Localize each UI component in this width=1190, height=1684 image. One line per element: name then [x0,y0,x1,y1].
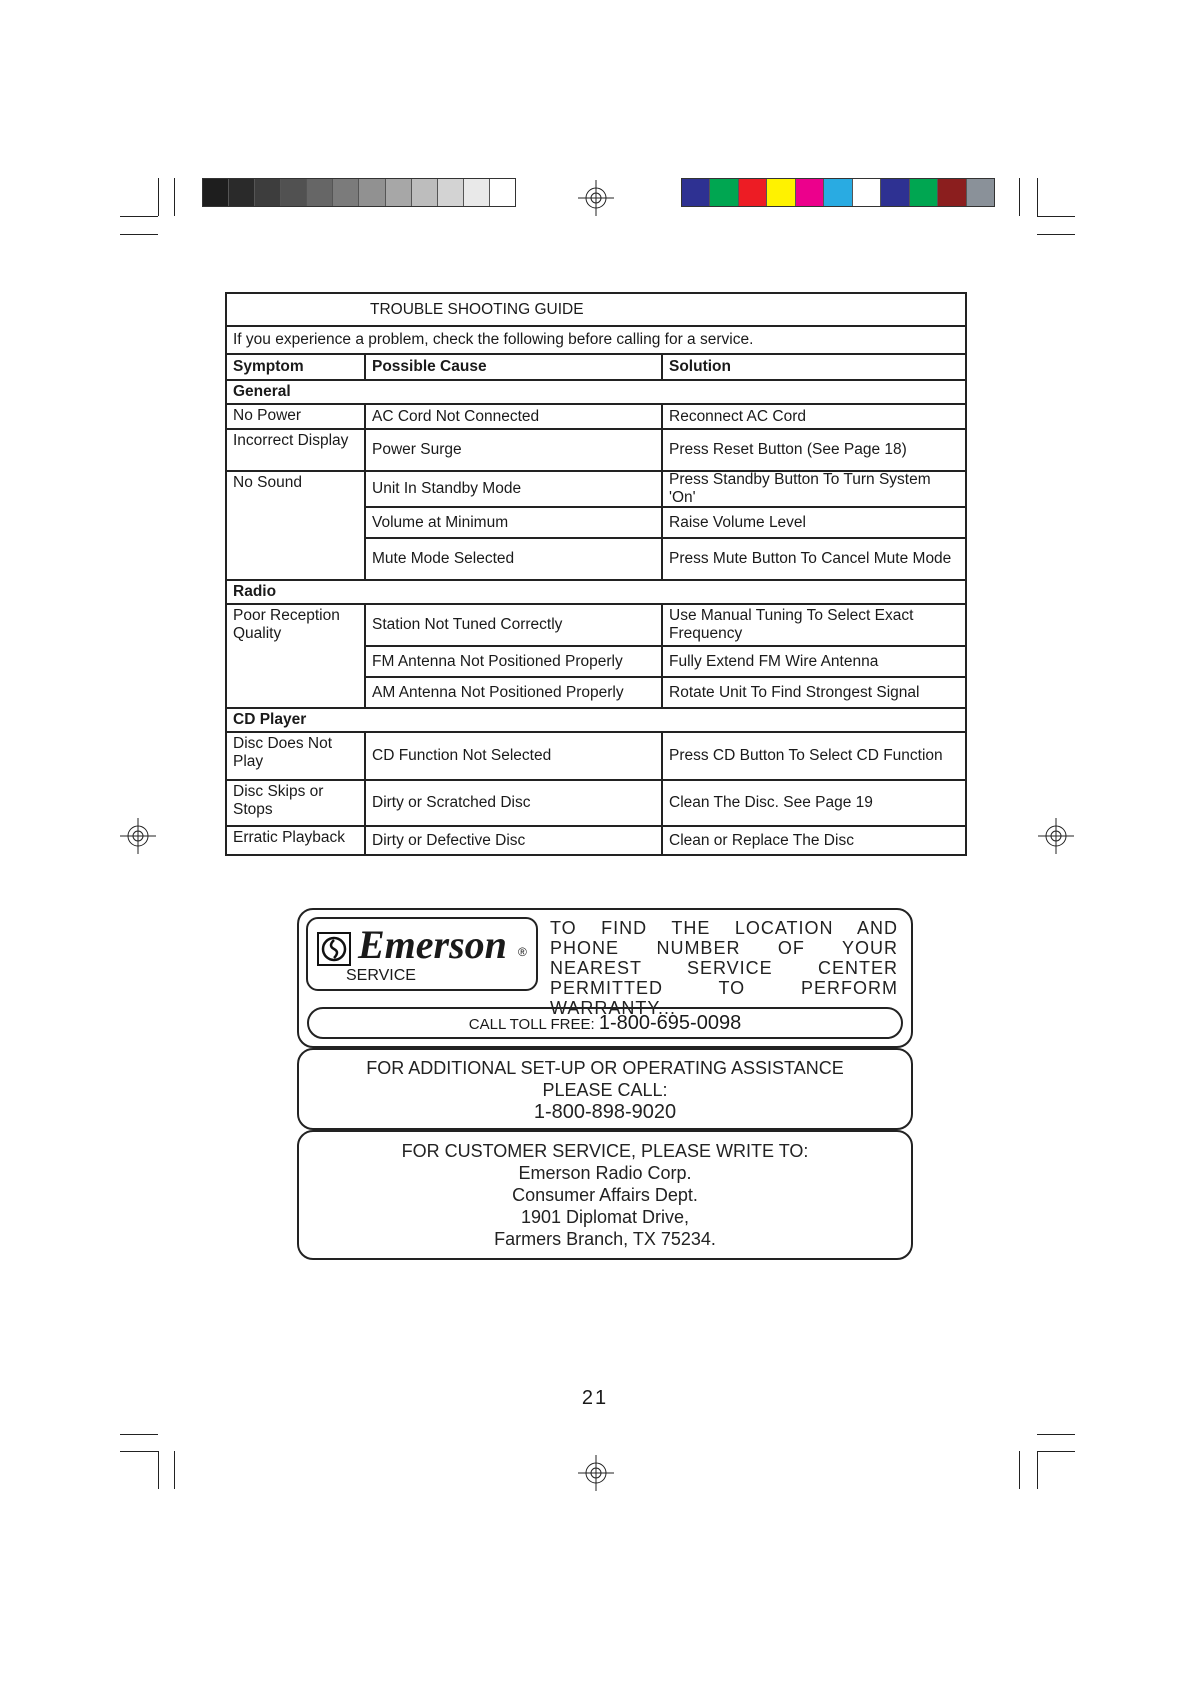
cause-cell: Unit In Standby Mode [366,472,663,506]
table-row [227,470,965,579]
section-title: General [233,383,291,400]
emerson-emblem-icon [317,932,351,966]
calibration-swatch [739,179,767,206]
solution-cell: Press Reset Button (See Page 18) [669,441,907,458]
table-row [227,403,965,428]
address-line: Emerson Radio Corp. [518,1163,692,1183]
solution-cell: Use Manual Tuning To Select Exact Frequency [669,607,914,642]
symptom-cell: No Power [227,405,366,428]
calibration-swatch [910,179,938,206]
calibration-swatch [438,179,464,206]
solution-cell: Fully Extend FM Wire Antenna [669,652,879,670]
calibration-swatch [386,179,412,206]
calibration-swatch [767,179,795,206]
calibration-swatch [359,179,385,206]
solution-cell: Raise Volume Level [669,513,806,531]
assist-line-2: PLEASE CALL: [542,1080,668,1100]
solution-cell: Press Mute Button To Cancel Mute Mode [669,550,952,567]
table-intro: If you experience a problem, check the following before calling for a service. [233,331,754,348]
crop-mark [120,1451,158,1452]
color-calibration-strip [681,178,995,207]
cause-cell: Station Not Tuned Correctly [366,605,663,645]
calibration-swatch [710,179,738,206]
symptom-cell: Incorrect Display [227,430,366,470]
symptom-cell: Erratic Playback [227,827,366,854]
address-line: Farmers Branch, TX 75234. [494,1229,716,1249]
calibration-swatch [307,179,333,206]
symptom-cell: Disc Does Not Play [227,733,366,779]
crop-mark [158,178,159,216]
cause-cell: Dirty or Defective Disc [366,827,663,854]
registration-mark-icon [578,1455,614,1491]
calibration-swatch [490,179,515,206]
solution-cell: Press Standby Button To Turn System 'On' [669,471,931,506]
emerson-service-logo [306,917,538,991]
header-cause: Possible Cause [366,355,663,379]
solution-cell: Press CD Button To Select CD Function [669,747,943,764]
brand-sub: SERVICE [346,967,416,984]
crop-mark [1019,178,1020,216]
table-row [227,428,965,470]
calibration-swatch [333,179,359,206]
calibration-swatch [203,179,229,206]
registration-mark-icon [1038,818,1074,854]
crop-mark [1037,234,1075,235]
calibration-swatch [255,179,281,206]
section-title: CD Player [233,711,307,728]
page-number: 21 [581,1387,609,1409]
calibration-swatch [229,179,255,206]
calibration-swatch [464,179,490,206]
solution-cell: Clean or Replace The Disc [669,831,854,849]
registration-mark-icon [578,180,614,216]
crop-mark [158,1451,159,1489]
customer-service-box [297,1130,913,1260]
address-line: 1901 Diplomat Drive, [520,1207,690,1227]
calibration-swatch [967,179,994,206]
brand-name: Emerson [358,922,507,967]
solution-cell: Reconnect AC Cord [669,407,806,425]
cause-cell: Dirty or Scratched Disc [366,781,663,825]
write-heading: FOR CUSTOMER SERVICE, PLEASE WRITE TO: [401,1141,809,1161]
section-header-row [227,579,965,603]
solution-cell: Clean The Disc. See Page 19 [669,794,873,811]
cause-cell: Mute Mode Selected [366,539,663,579]
calibration-swatch [824,179,852,206]
cause-cell: FM Antenna Not Positioned Properly [366,647,663,676]
section-header-row [227,379,965,403]
cause-cell: Volume at Minimum [366,508,663,537]
calibration-swatch [412,179,438,206]
crop-mark [1037,216,1075,217]
toll-free-bar [307,1007,903,1039]
crop-mark [1037,1451,1038,1489]
crop-mark [174,1451,175,1489]
solution-cell: Rotate Unit To Find Strongest Signal [669,683,920,701]
cause-cell: AC Cord Not Connected [366,405,663,428]
grayscale-calibration-strip [202,178,516,207]
registration-mark-icon [120,818,156,854]
assist-line-1: FOR ADDITIONAL SET-UP OR OPERATING ASSISTANCE [366,1058,844,1078]
crop-mark [120,1434,158,1435]
section-header-row [227,707,965,731]
calibration-swatch [938,179,966,206]
toll-label: CALL TOLL FREE: [468,1016,595,1033]
find-service-text: TO FIND THE LOCATION AND PHONE NUMBER OF YOUR NEAREST SERVICE CENTER PERMITTED TO PERFORM WARRANTY... [550,918,898,1018]
assist-number[interactable]: 1-800-898-9020 [533,1101,677,1123]
table-row [227,731,965,779]
crop-mark [120,234,158,235]
table-row [227,603,965,707]
assistance-box [297,1048,913,1130]
table-row [227,825,965,854]
calibration-swatch [881,179,909,206]
toll-number[interactable]: 1-800-695-0098 [598,1012,742,1034]
symptom-cell: No Sound [227,472,366,579]
crop-mark [1037,1434,1075,1435]
calibration-swatch [682,179,710,206]
table-row [227,779,965,825]
cause-cell: AM Antenna Not Positioned Properly [366,678,663,707]
header-solution: Solution [669,358,731,375]
symptom-cell: Poor Reception Quality [227,605,366,707]
crop-mark [1037,1451,1075,1452]
header-symptom: Symptom [227,355,366,379]
address-line: Consumer Affairs Dept. [512,1185,698,1205]
trouble-shooting-table [225,292,967,856]
cause-cell: CD Function Not Selected [366,733,663,779]
calibration-swatch [796,179,824,206]
calibration-swatch [853,179,881,206]
crop-mark [120,216,158,217]
table-title: TROUBLE SHOOTING GUIDE [370,300,584,318]
section-title: Radio [233,583,277,600]
crop-mark [1019,1451,1020,1489]
cause-cell: Power Surge [366,430,663,470]
registered-mark: ® [518,945,527,959]
symptom-cell: Disc Skips or Stops [227,781,366,825]
calibration-swatch [281,179,307,206]
crop-mark [174,178,175,216]
crop-mark [1037,178,1038,216]
